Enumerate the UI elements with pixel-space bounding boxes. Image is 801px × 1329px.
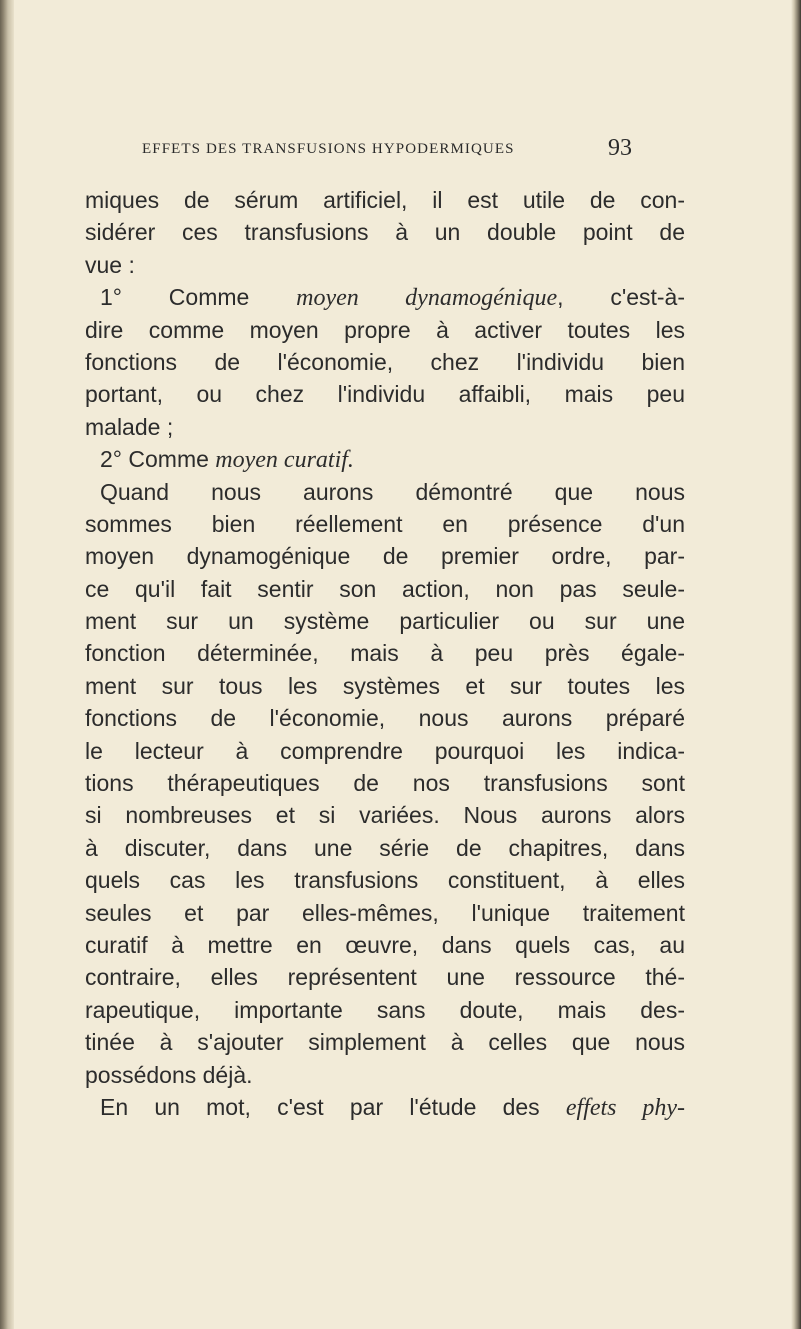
text-line: moyen dynamogénique de premier ordre, par- bbox=[85, 543, 685, 570]
text-line: portant, ou chez l'individu affaibli, mais peu bbox=[85, 381, 685, 408]
text-line: seules et par elles-mêmes, l'unique traitement bbox=[85, 899, 685, 926]
text-line: rapeutique, importante sans doute, mais des- bbox=[85, 996, 685, 1023]
text-line: sommes bien réellement en présence d'un bbox=[85, 510, 685, 537]
page-number: 93 bbox=[608, 135, 632, 161]
text-line: à discuter, dans une série de chapitres, dans bbox=[85, 834, 685, 861]
text-line: si nombreuses et si variées. Nous aurons alors bbox=[85, 802, 685, 829]
page-edge-shadow bbox=[791, 0, 801, 1329]
text-segment: , c'est-à- bbox=[557, 284, 686, 311]
page-gutter-shadow bbox=[0, 0, 14, 1329]
italic-term: moyen dynamogénique bbox=[296, 285, 558, 312]
text-line: vue : bbox=[85, 251, 135, 278]
text-line: miques de sérum artificiel, il est utile de con- bbox=[85, 187, 685, 213]
text-segment: 2° Comme bbox=[100, 446, 216, 473]
text-line: fonction déterminée, mais à peu près égale- bbox=[85, 640, 685, 667]
text-line bbox=[85, 281, 685, 313]
text-line: malade ; bbox=[85, 413, 174, 440]
text-line: sidérer ces transfusions à un double point de bbox=[85, 219, 685, 246]
text-line: fonctions de l'économie, nous aurons préparé bbox=[85, 705, 685, 732]
italic-term: moyen curatif. bbox=[215, 447, 354, 474]
text-line: curatif à mettre en œuvre, dans quels cas, au bbox=[85, 931, 685, 958]
italic-term: effets phy- bbox=[565, 1094, 685, 1121]
text-line: tinée à s'ajouter simplement à celles que nous bbox=[85, 1029, 685, 1056]
running-head: EFFETS DES TRANSFUSIONS HYPODERMIQUES bbox=[142, 141, 515, 157]
text-line bbox=[85, 443, 685, 475]
page-header bbox=[142, 135, 632, 168]
text-line: quels cas les transfusions constituent, à elles bbox=[85, 867, 685, 894]
text-line: fonctions de l'économie, chez l'individu bien bbox=[85, 348, 685, 375]
text-line: tions thérapeutiques de nos transfusions sont bbox=[85, 770, 685, 797]
text-line: Quand nous aurons démontré que nous bbox=[100, 478, 685, 505]
text-line: ce qu'il fait sentir son action, non pas seule- bbox=[85, 575, 685, 602]
body-text bbox=[85, 184, 685, 1123]
text-segment: En un mot, c'est par l'étude des bbox=[100, 1093, 566, 1120]
text-line: possédons déjà. bbox=[85, 1061, 253, 1088]
text-segment: 1° Comme bbox=[100, 284, 297, 311]
text-line: dire comme moyen propre à activer toutes les bbox=[85, 316, 685, 343]
text-line: ment sur tous les systèmes et sur toutes les bbox=[85, 672, 685, 699]
text-line: le lecteur à comprendre pourquoi les indica- bbox=[85, 737, 685, 764]
text-line: ment sur un système particulier ou sur une bbox=[85, 608, 685, 635]
text-line: contraire, elles représentent une ressource thé- bbox=[85, 964, 685, 991]
text-line bbox=[85, 1091, 685, 1123]
